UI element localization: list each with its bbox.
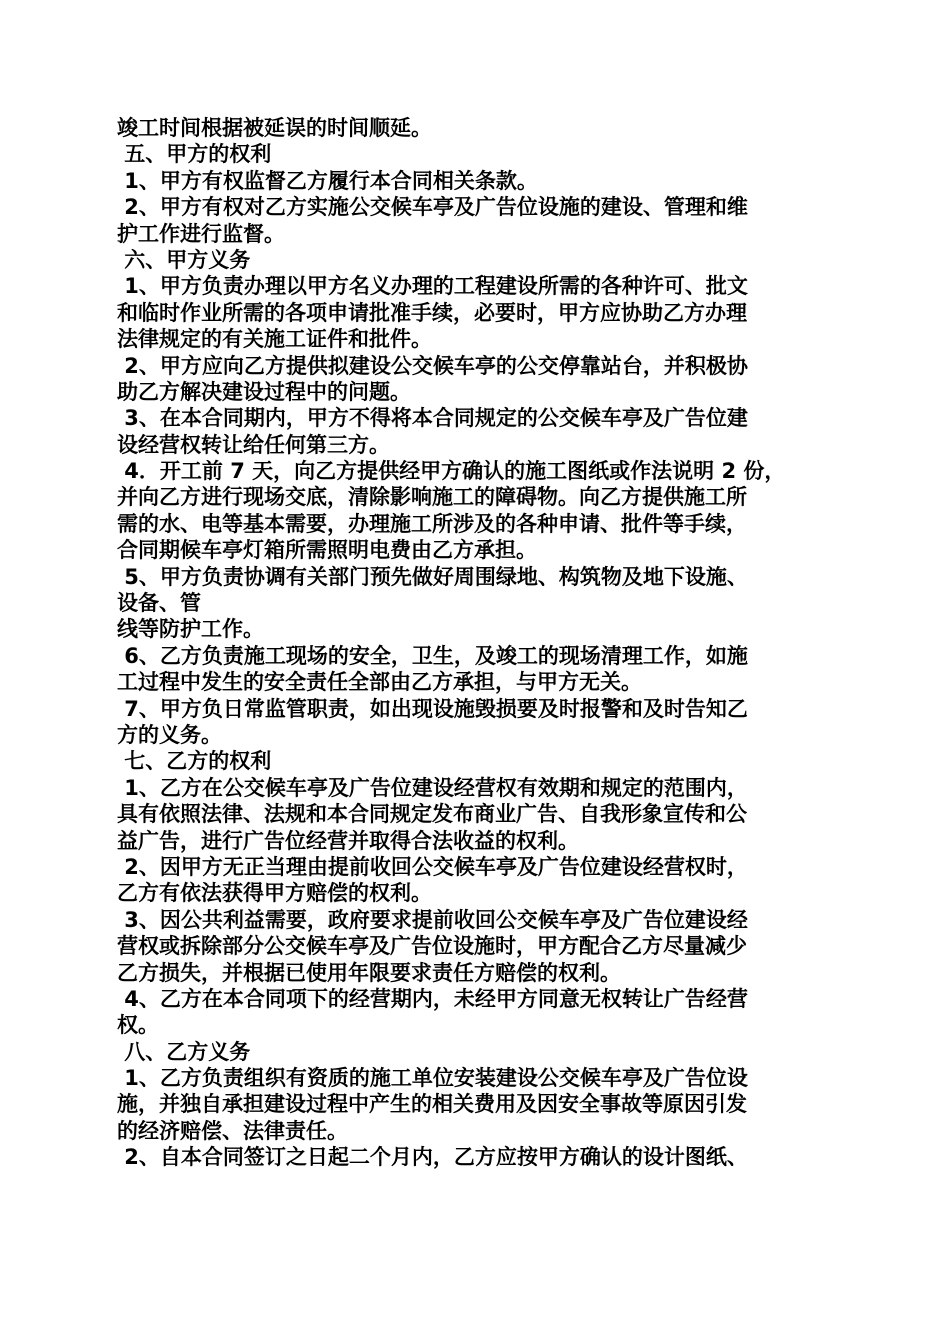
text-line: 2、因甲方无正当理由提前收回公交候车亭及广告位建设经营权时， — [117, 854, 748, 879]
text-line: 3、因公共利益需要，政府要求提前收回公交候车亭及广告位建设经 — [117, 907, 748, 932]
text-line: 护工作进行监督。 — [117, 221, 285, 246]
text-line: 并向乙方进行现场交底，清除影响施工的障碍物。向乙方提供施工所 — [117, 485, 747, 510]
text-line: 设经营权转让给任何第三方。 — [117, 432, 390, 457]
text-line: 2、自本合同签订之日起二个月内，乙方应按甲方确认的设计图纸、 — [117, 1145, 748, 1170]
text-line: 5、甲方负责协调有关部门预先做好周围绿地、构筑物及地下设施、 — [117, 564, 748, 589]
text-line: 2、甲方应向乙方提供拟建设公交候车亭的公交停靠站台，并积极协 — [117, 353, 748, 378]
text-line: 1、乙方负责组织有资质的施工单位安装建设公交候车亭及广告位设 — [117, 1066, 748, 1091]
text-line: 需的水、电等基本需要，办理施工所涉及的各种申请、批件等手续， — [117, 511, 747, 536]
section-heading: 六、甲方义务 — [117, 247, 251, 272]
section-heading: 八、乙方义务 — [117, 1039, 251, 1064]
text-line: 工过程中发生的安全责任全部由乙方承担，与甲方无关。 — [117, 670, 642, 695]
text-line: 乙方损失，并根据已使用年限要求责任方赔偿的权利。 — [117, 960, 621, 985]
text-line: 具有依照法律、法规和本合同规定发布商业广告、自我形象宣传和公 — [117, 802, 747, 827]
text-line: 设备、管 — [117, 591, 201, 616]
text-line: 助乙方解决建设过程中的问题。 — [117, 379, 411, 404]
text-line: 3、在本合同期内，甲方不得将本合同规定的公交候车亭及广告位建 — [117, 406, 748, 431]
section-heading: 七、乙方的权利 — [117, 749, 272, 774]
text-line: 方的义务。 — [117, 722, 222, 747]
text-line: 乙方有依法获得甲方赔偿的权利。 — [117, 881, 432, 906]
text-line: 法律规定的有关施工证件和批件。 — [117, 327, 432, 352]
text-line: 4．开工前 7 天，向乙方提供经甲方确认的施工图纸或作法说明 2 份， — [117, 459, 786, 484]
text-line: 施，并独自承担建设过程中产生的相关费用及因安全事故等原因引发 — [117, 1092, 747, 1117]
section-heading: 五、甲方的权利 — [117, 142, 272, 167]
text-line: 的经济赔偿、法律责任。 — [117, 1118, 348, 1143]
text-line: 1、甲方有权监督乙方履行本合同相关条款。 — [117, 168, 538, 193]
text-line: 和临时作业所需的各项申请批准手续，必要时，甲方应协助乙方办理 — [117, 300, 747, 325]
text-line: 2、甲方有权对乙方实施公交候车亭及广告位设施的建设、管理和维 — [117, 195, 748, 220]
document-body — [117, 115, 837, 1171]
text-line: 线等防护工作。 — [117, 617, 264, 642]
text-line: 合同期候车亭灯箱所需照明电费由乙方承担。 — [117, 538, 537, 563]
text-line: 营权或拆除部分公交候车亭及广告位设施时，甲方配合乙方尽量减少 — [117, 934, 747, 959]
text-line: 6、乙方负责施工现场的安全，卫生，及竣工的现场清理工作，如施 — [117, 643, 748, 668]
text-line: 竣工时间根据被延误的时间顺延。 — [117, 116, 432, 140]
text-line: 权。 — [117, 1013, 159, 1038]
text-line: 1、甲方负责办理以甲方名义办理的工程建设所需的各种许可、批文 — [117, 274, 748, 299]
text-line: 1、乙方在公交候车亭及广告位建设经营权有效期和规定的范围内， — [117, 775, 748, 800]
text-line: 7、甲方负日常监管职责，如出现设施毁损要及时报警和及时告知乙 — [117, 696, 748, 721]
text-line: 4、乙方在本合同项下的经营期内，未经甲方同意无权转让广告经营 — [117, 986, 748, 1011]
text-line: 益广告，进行广告位经营并取得合法收益的权利。 — [117, 828, 579, 853]
